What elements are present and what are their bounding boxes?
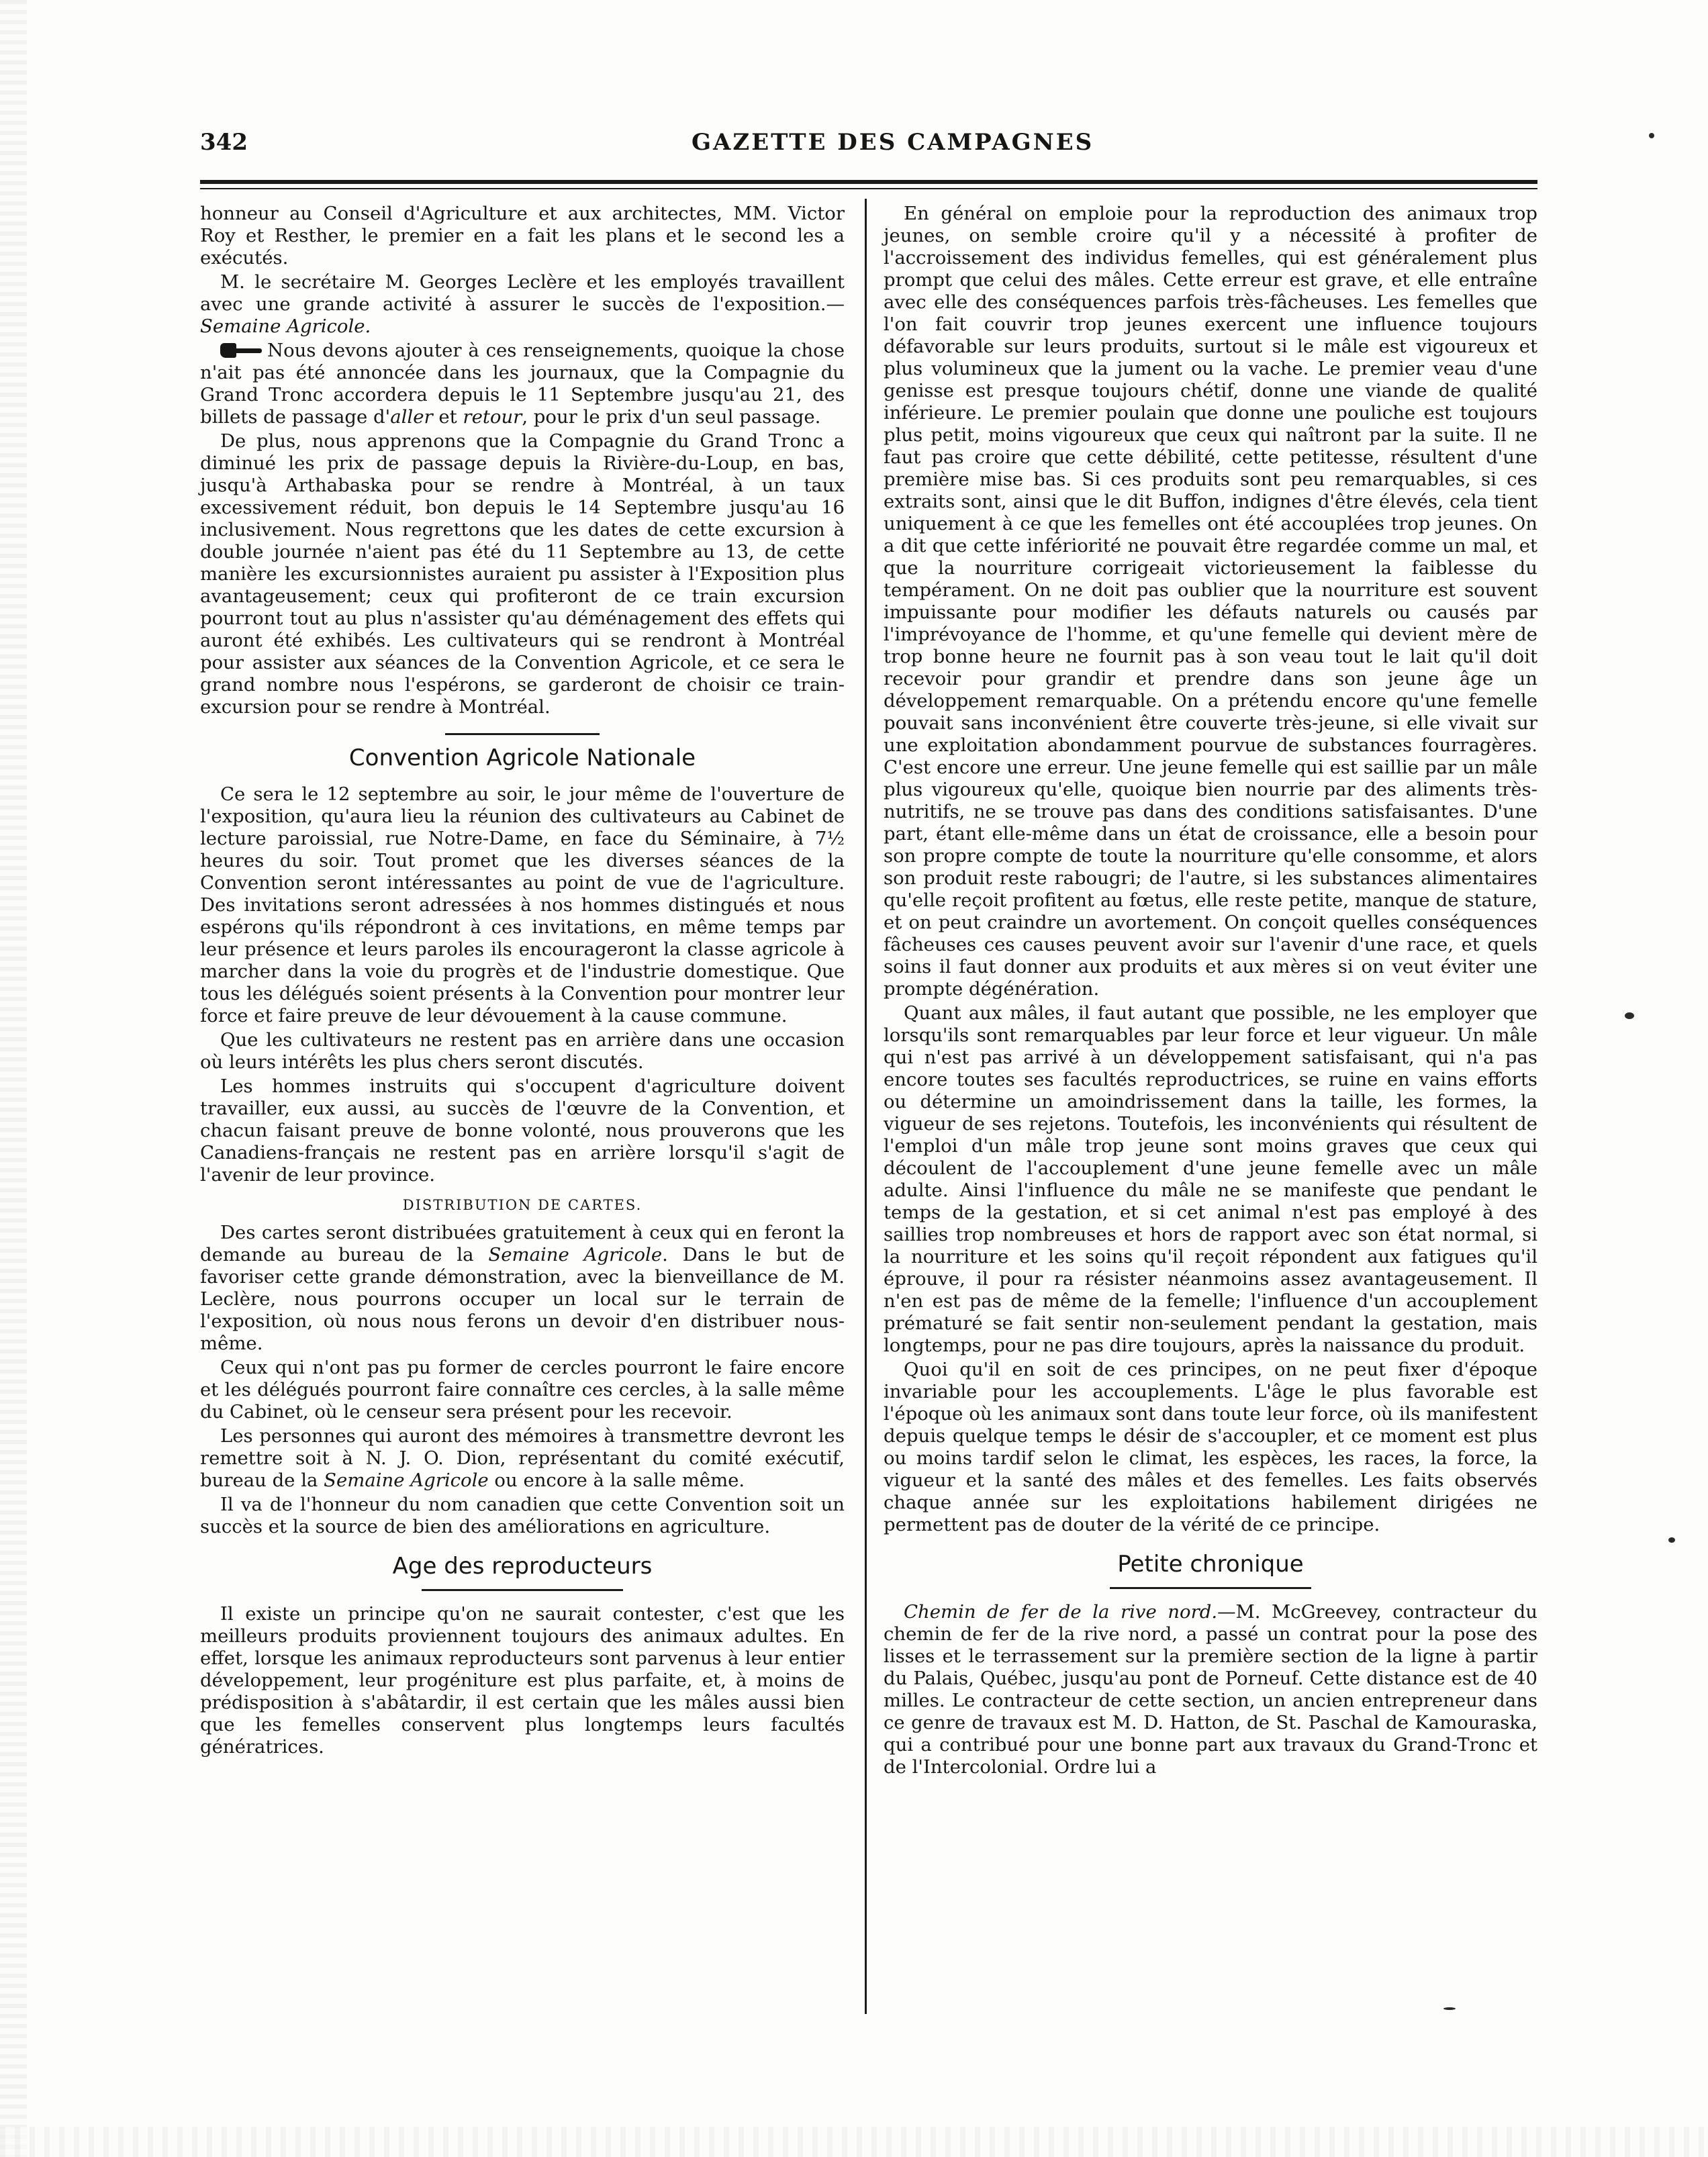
paragraph: Nous devons ajouter à ces renseignements, quoique la chose n'ait pas été annoncée dans les journaux, que la Compagnie du Grand Tronc accordera depuis le 11 Septembre jusqu'au 21, des billets de passage d'aller et retour, pour le prix d'un seul passage. (200, 340, 845, 428)
heading-text: Age des reproducteurs (392, 1553, 653, 1580)
ornament-rule (422, 1589, 623, 1591)
section-heading (884, 1551, 1537, 1589)
column-divider (865, 199, 867, 2014)
paragraph: Il existe un principe qu'on ne saurait contester, c'est que les meilleurs produits proviennent toujours des animaux adultes. En effet, lorsque les animaux reproducteurs sont parvenus à leur entier développement, leur progéniture est plus parfaite, et, à moins de prédisposition à s'abâtardir, il est certain que les mâles aussi bien que les femelles conservent plus longtemps leurs facultés génératrices. (200, 1603, 845, 1758)
scan-edge-left (0, 0, 27, 2157)
heading-text: Convention Agricole Nationale (348, 745, 696, 771)
paragraph: Que les cultivateurs ne restent pas en arrière dans une occasion où leurs intérêts les plus chers seront discutés. (200, 1029, 845, 1073)
paragraph: Quoi qu'il en soit de ces principes, on ne peut fixer d'époque invariable pour les accouplements. L'âge le plus favorable est l'époque où les animaux sont dans toute leur force, où ils manifestent depuis quelque temps le désir de s'accoupler, et ce moment est plus ou moins tardif selon le climat, les espèces, les races, la force, la vigueur et la santé des mâles et des femelles. Les faits observés chaque année sur les exploitations habilement dirigées ne permettent pas de douter de la vérité de ce principe. (884, 1359, 1537, 1535)
subheading: DISTRIBUTION DE CARTES. (402, 1197, 643, 1213)
page-number: 342 (200, 129, 248, 156)
paragraph: Quant aux mâles, il faut autant que possible, ne les employer que lorsqu'ils sont remarquables par leur force et leur vigueur. Un mâle qui n'est pas arrivé à un développement satisfaisant, qui n'a pas encore toutes ses facultés reproductrices, se ruine en vains efforts ou détermine un amoindrissement dans la taille, les formes, la vigueur de ses rejetons. Toutefois, les inconvénients qui résultent de l'emploi d'un mâle trop jeune sont moins graves que ceux qui découlent de l'accouplement d'une jeune femelle avec un mâle adulte. Ainsi l'influence du mâle ne se manifeste que pendant le temps de la gestation, et si cet animal n'est pas employé à des saillies trop nombreuses et hors de rapport avec son état normal, si la nourriture et les soins qu'il reçoit répondent aux fatigues qu'il éprouve, il pour ra résister néanmoins assez avantageusement. Il n'en est pas de même de la femelle; l'influence d'un accouplement prématuré se fait sentir non-seulement pendant la gestation, mais longtemps, pour ne pas dire toujours, après la naissance du produit. (884, 1002, 1537, 1356)
paragraph: Ceux qui n'ont pas pu former de cercles pourront le faire encore et les délégués pourront faire connaître ces cercles, à la salle même du Cabinet, où le censeur sera présent pour les recevoir. (200, 1357, 845, 1423)
paragraph: Les personnes qui auront des mémoires à transmettre devront les remettre soit à N. J. O. Dion, représentant du comité exécutif, bureau de la Semaine Agricole ou encore à la salle même. (200, 1425, 845, 1491)
ornament-rule (445, 733, 600, 735)
scan-speck (1625, 1012, 1634, 1019)
paragraph: honneur au Conseil d'Agriculture et aux architectes, MM. Victor Roy et Resther, le premier en a fait les plans et le second les a exécutés. (200, 203, 845, 269)
ornament-rule (1110, 1587, 1311, 1589)
left-column (200, 203, 845, 1760)
paragraph: Des cartes seront distribuées gratuitement à ceux qui en feront la demande au bureau de la Semaine Agricole. Dans le but de favoriser cette grande démonstration, avec la bienveillance de M. Leclère, nous pourrons occuper un local sur le terrain de l'exposition, où nous nous ferons un devoir d'en distribuer nous-même. (200, 1222, 845, 1354)
pointing-hand-icon (220, 343, 262, 358)
paragraph: Chemin de fer de la rive nord.—M. McGreevey, contracteur du chemin de fer de la rive nord, a passé un contrat pour la pose des lisses et le terrassement sur la première section de la ligne à partir du Palais, Québec, jusqu'au pont de Porneuf. Cette distance est de 40 milles. Le contracteur de cette section, un ancien entrepreneur dans ce genre de travaux est M. D. Hatton, de St. Paschal de Kamouraska, qui a contribué pour une bonne part aux travaux du Grand-Tronc et de l'Intercolonial. Ordre lui a (884, 1601, 1537, 1778)
running-title: GAZETTE DES CAMPAGNES (692, 129, 1094, 156)
scan-speck (1668, 1537, 1675, 1543)
scan-edge-bottom (0, 2127, 1708, 2157)
section-heading (200, 1553, 845, 1591)
header-rule-thin (200, 188, 1537, 189)
right-column (884, 203, 1537, 1780)
paragraph: M. le secrétaire M. Georges Leclère et les employés travaillent avec une grande activité à assurer le succès de l'exposition.—Semaine Agricole. (200, 271, 845, 337)
paragraph: En général on emploie pour la reproduction des animaux trop jeunes, on semble croire qu'il y a nécessité à profiter de l'accroissement des individus femelles, qui est généralement plus prompt que celui des mâles. Cette erreur est grave, et elle entraîne avec elle des conséquences parfois très-fâcheuses. Les femelles que l'on fait couvrir trop jeunes exercent une influence toujours défavorable sur leurs produits, surtout si le mâle est vigoureux et plus volumineux que la jument ou la vache. Le premier veau d'une genisse est presque toujours chétif, donne une viande de qualité inférieure. Le premier poulain que donne une pouliche est toujours plus petit, moins vigoureux que ceux qui naîtront par la suite. Il ne faut pas croire que cette débilité, cette petitesse, résultent d'une première mise bas. Si ces produits sont peu remarquables, si ces extraits sont, ainsi que le dit Buffon, indignes d'être élevés, cela tient uniquement à ce que les femelles ont été accouplées trop jeunes. On a dit que cette infériorité ne pouvait être regardée comme un mal, et que la nourriture corrigeait victorieusement la faiblesse du tempérament. On ne doit pas oublier que la nourriture est souvent impuissante pour modifier les défauts naturels ou causés par l'imprévoyance de l'homme, et qu'une femelle qui devient mère de trop bonne heure ne fournit pas à son veau tout le lait qu'il doit recevoir pour grandir et prendre dans son jeune âge un développement remarquable. On a prétendu encore qu'une femelle pouvait sans inconvénient être couverte très-jeune, si elle vivait sur une exploitation abondamment pourvue de substances fourragères. C'est encore une erreur. Une jeune femelle qui est saillie par un mâle plus vigoureux qu'elle, quoique bien nourrie par des aliments très-nutritifs, ne se trouve pas dans des conditions satisfaisantes. D'une part, étant elle-même dans un état de croissance, elle a besoin pour son propre compte de toute la nourriture qu'elle consomme, et alors son produit reste rabougri; de l'autre, si les substances alimentaires qu'elle reçoit profitent au fœtus, elle reste petite, manque de stature, et on peut craindre un avortement. On conçoit quelles conséquences fâcheuses ces causes peuvent avoir sur l'avenir d'une race, et quels soins il faut donner aux produits et aux mères si on veut éviter une prompte dégénération. (884, 203, 1537, 1000)
paragraph: De plus, nous apprenons que la Compagnie du Grand Tronc a diminué les prix de passage depuis la Rivière-du-Loup, en bas, jusqu'à Arthabaska pour se rendre à Montréal, à un taux excessivement réduit, bon depuis le 14 Septembre jusqu'au 16 inclusivement. Nous regrettons que les dates de cette excursion à double journée n'aient pas été du 11 Septembre au 13, de cette manière les excursionnistes auraient pu assister à l'Exposition plus avantageusement; ceux qui profiteront de ce train excursion pourront tout au plus n'assister qu'au déménagement des effets qui auront été exhibés. Les cultivateurs qui se rendront à Montréal pour assister aux séances de la Convention Agricole, et ce sera le grand nombre nous l'espérons, se garderont de choisir ce train-excursion pour se rendre à Montréal. (200, 430, 845, 718)
section-heading (200, 733, 845, 771)
scan-speck (1649, 133, 1654, 138)
paragraph: Il va de l'honneur du nom canadien que cette Convention soit un succès et la source de bien des améliorations en agriculture. (200, 1494, 845, 1537)
heading-text: Petite chronique (1117, 1551, 1304, 1578)
header-rule-thick (200, 180, 1537, 184)
paragraph: Les hommes instruits qui s'occupent d'agriculture doivent travailler, eux aussi, au succès de l'œuvre de la Convention, et chacun faisant preuve de bonne volonté, nous prouverons que les Canadiens-français ne restent pas en arrière lorsqu'il s'agit de l'avenir de leur province. (200, 1075, 845, 1186)
scan-speck (1443, 2007, 1456, 2010)
paragraph: Ce sera le 12 septembre au soir, le jour même de l'ouverture de l'exposition, qu'aura lieu la réunion des cultivateurs au Cabinet de lecture paroissial, rue Notre-Dame, en face du Séminaire, à 7½ heures du soir. Tout promet que les diverses séances de la Convention seront intéressantes au point de vue de l'agriculture. Des invitations seront adressées à nos hommes distingués et nous espérons qu'ils répondront à ces invitations, en même temps par leur présence et leurs paroles ils encourageront la classe agricole à marcher dans la voie du progrès et de l'industrie domestique. Que tous les délégués soient présents à la Convention pour montrer leur force et faire preuve de leur dévouement à la cause commune. (200, 783, 845, 1026)
